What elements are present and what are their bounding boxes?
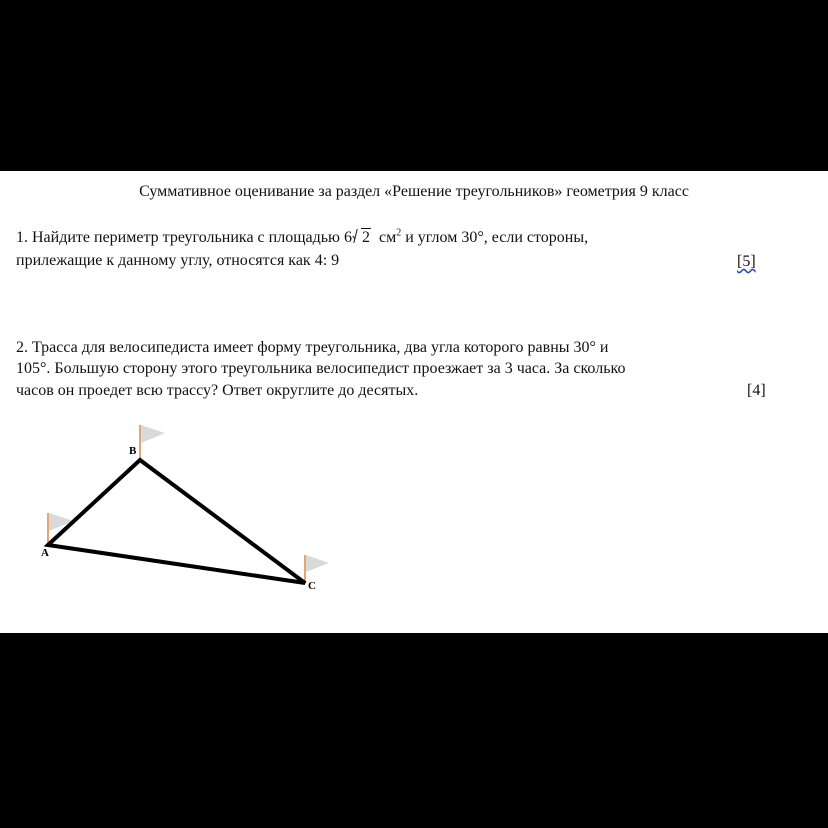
task1-text-after: и углом 30°, если стороны, (401, 229, 589, 246)
task2-line2: 105°. Большую сторону этого треугольника велосипедист проезжает за 3 часа. За сколько (16, 360, 626, 377)
vertex-label-c: C (308, 580, 316, 592)
flag-c-icon (305, 555, 329, 583)
task1-unit: см (379, 229, 397, 246)
task2-line1: 2. Трасса для велосипедиста имеет форму треугольника, два угла которого равны 30° и (16, 339, 609, 356)
task1-line2: прилежащие к данному углу, относятся как 4: 9 (16, 252, 340, 269)
vertex-label-a: A (41, 547, 49, 559)
task1-coef: 6 (344, 229, 352, 246)
triangle-abc (48, 460, 305, 583)
triangle-figure (0, 171, 828, 633)
task1-score-text: [5] (737, 253, 756, 270)
document-title: Суммативное оценивание за раздел «Решение треугольников» геометрия 9 класс (139, 183, 689, 200)
flag-b-icon (140, 425, 165, 460)
vertex-label-b: B (129, 445, 137, 457)
task1-radicand: 2 (362, 229, 370, 246)
task1-text-before: 1. Найдите периметр треугольника с площадью (16, 229, 344, 246)
task2-line3: часов он проедет всю трассу? Ответ округлите до десятых. (16, 382, 419, 399)
document-page (0, 171, 828, 633)
task2-score: [4] (747, 382, 766, 399)
task1-unit-exp: 2 (396, 227, 402, 239)
